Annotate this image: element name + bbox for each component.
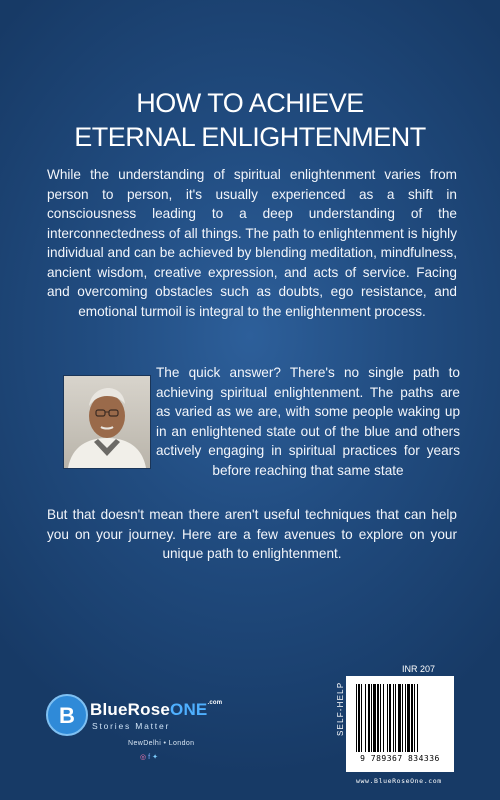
category-label: SELF-HELP xyxy=(336,681,345,736)
publisher-website: www.BlueRoseOne.com xyxy=(356,777,442,785)
publisher-logo-icon xyxy=(46,694,88,736)
twitter-icon: ✦ xyxy=(152,754,160,761)
isbn-barcode xyxy=(346,676,454,772)
social-icons xyxy=(140,753,160,761)
brand-suffix: .com xyxy=(207,700,223,706)
price-label: INR 207 xyxy=(402,664,436,674)
brand-main: BlueRose xyxy=(90,700,171,719)
publisher-tagline: Stories Matter xyxy=(92,721,171,731)
publisher-cities: NewDelhi • London xyxy=(128,740,195,747)
blurb-paragraph-1: While the understanding of spiritual enlightenment varies from person to person, it's usually experienced as a shift in consciousness leading to a deep understanding of the interconnectedness of all things. The path to enlightenment is highly individual and can be achieved by blending meditation, mindfulness, ancient wisdom, creative expression, and acts of service. Facing and overcoming obstacles such as doubts, ego resistance, and emotional turmoil is integral to the enlightenment process. xyxy=(47,167,457,319)
brand-accent: ONE xyxy=(170,700,208,719)
publisher-logo xyxy=(46,690,276,780)
logo-letter: B xyxy=(59,703,75,728)
facebook-icon: f xyxy=(148,754,153,761)
blurb-paragraph-2: The quick answer? There's no single path to achieving spiritual enlightenment. The paths are as varied as we are, with some people waking up in an enlightened state out of the blue and others actively engaging in spiritual practices for years before reaching that same state xyxy=(156,365,460,478)
author-photo xyxy=(63,375,151,469)
book-title xyxy=(0,86,500,154)
title-line-1: HOW TO ACHIEVE xyxy=(136,88,364,118)
publisher-name xyxy=(90,700,222,720)
title-line-2: ETERNAL ENLIGHTENMENT xyxy=(74,122,426,152)
instagram-icon: ◎ xyxy=(140,754,149,761)
barcode-bars xyxy=(354,684,446,752)
blurb-paragraph-3: But that doesn't mean there aren't useful techniques that can help you on your journey. Here are a few avenues to explore on your unique path to enlightenment. xyxy=(47,507,457,561)
isbn-number: 9 789367 834336 xyxy=(360,754,440,763)
